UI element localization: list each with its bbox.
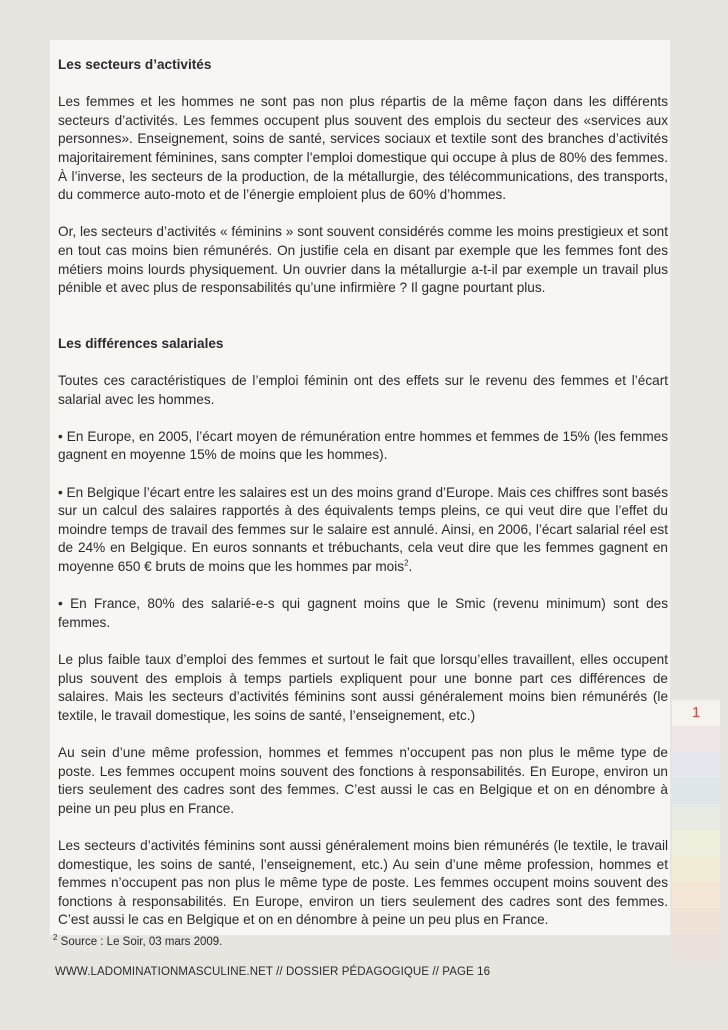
paragraph: Les femmes et les hommes ne sont pas non plus répartis de la même façon dans les différents secteurs d’activités. Les femmes occupent plus souvent des emplois du secteur des «services aux personnes». Enseignement, soins de santé, services sociaux et textile sont des branches d’activités majoritairement féminines, sans compter l’emploi domestique qui occupe à plus de 80% des femmes. À l’inverse, les secteurs de la production, de la métallurgie, des télécommunications, des transports, du commerce auto-moto et de l’énergie emploient plus de 60% d’hommes. <box>58 94 668 203</box>
color-stripe <box>672 778 720 804</box>
color-stripes <box>672 726 720 960</box>
color-stripe <box>672 856 720 882</box>
paragraph-belgium: • En Belgique l’écart entre les salaires est un des moins grand d’Europe. Mais ces chiffres sont basés sur un calcul des salaires rapportés à des équivalents temps pleins, ce qui veut dire que l’effet du moindre temps de travail des femmes sur le salaire est annulé. Ainsi, en 2006, l’écart salarial réel est de 24% en Belgique. En euros sonnants et trébuchants, cela veut dire que les femmes gagnent en moyenne 650 € bruts de moins que les hommes par mois$^2$. <box>58 484 668 575</box>
paragraph: Le plus faible taux d’emploi des femmes et surtout le fait que lorsqu’elles travaillent, elles occupent plus souvent des emplois à temps partiels expliquent pour une bonne part ces différences de salaires. Mais les secteurs d’activités féminins sont aussi généralement moins bien rémunérés (le textile, le travail domestique, les soins de santé, l’enseignement, etc.) <box>58 652 668 723</box>
page-footer: WWW.LADOMINATIONMASCULINE.NET // DOSSIER PÉDAGOGIQUE // PAGE 16 <box>55 966 491 978</box>
color-stripe <box>672 934 720 960</box>
chapter-tab <box>672 700 720 960</box>
section-heading: Les secteurs d’activités <box>58 57 212 72</box>
footnote-text: Source : Le Soir, 03 mars 2009. <box>57 936 223 948</box>
paragraph: Toutes ces caractéristiques de l’emploi féminin ont des effets sur le revenu des femmes et l’écart salarial avec les hommes. <box>58 373 668 407</box>
chapter-number: 1 <box>672 700 720 726</box>
paragraph: • En Europe, en 2005, l’écart moyen de rémunération entre hommes et femmes de 15% (les femmes gagnent en moyenne 15% de moins que les hommes). <box>58 428 668 463</box>
paragraph: • En France, 80% des salarié-e-s qui gagnent moins que le Smic (revenu minimum) sont des femmes. <box>58 596 668 630</box>
footnote-reference[interactable]: 2 <box>404 558 409 568</box>
paragraph-text: • En Belgique l’écart entre les salaires est un des moins grand d’Europe. Mais ces chiffres sont basés sur un calcul des salaires rapportés à des équivalents temps pleins, ce qui veut dire que l’effet du moindre temps de travail des femmes sur le salaire est annulé. Ainsi, en 2006, l’écart salarial réel est de 24% en Belgique. En euros sonnants et trébuchants, cela veut dire que les femmes gagnent en moyenne 650 € bruts de moins que les hommes par mois <box>58 484 668 575</box>
section-heading: Les différences salariales <box>58 335 224 351</box>
paragraph: Les secteurs d’activités féminins sont aussi généralement moins bien rémunérés (le textile, le travail domestique, les soins de santé, l’enseignement, etc.) Au sein d’une même profession, hommes et femmes n’occupent pas non plus le même type de poste. Les femmes occupent moins souvent des fonctions à responsabilités. En Europe, environ un tiers seulement des cadres sont des femmes. C’est aussi le cas en Belgique et on en dénombre à peine un peu plus en France. <box>58 837 668 928</box>
color-stripe <box>672 804 720 830</box>
document-body <box>58 56 668 949</box>
color-stripe <box>672 752 720 778</box>
footnote-mark: 2 <box>53 933 58 943</box>
footnote <box>53 933 223 948</box>
color-stripe <box>672 726 720 752</box>
color-stripe <box>672 830 720 856</box>
color-stripe <box>672 882 720 908</box>
color-stripe <box>672 908 720 934</box>
paragraph: Or, les secteurs d’activités « féminins » sont souvent considérés comme les moins prestigieux et sont en tout cas moins bien rémunérés. On justifie cela en disant par exemple que les femmes font des métiers moins lourds physiquement. Un ouvrier dans la métallurgie a-t-il par exemple un travail plus pénible et avec plus de responsabilités qu’une infirmière ? Il gagne pourtant plus. <box>58 224 668 296</box>
paragraph: Au sein d’une même profession, hommes et femmes n’occupent pas non plus le même type de poste. Les femmes occupent moins souvent des fonctions à responsabilités. En Europe, environ un tiers seulement des cadres sont des femmes. C’est aussi le cas en Belgique et on en dénombre à peine un peu plus en France. <box>58 744 668 816</box>
